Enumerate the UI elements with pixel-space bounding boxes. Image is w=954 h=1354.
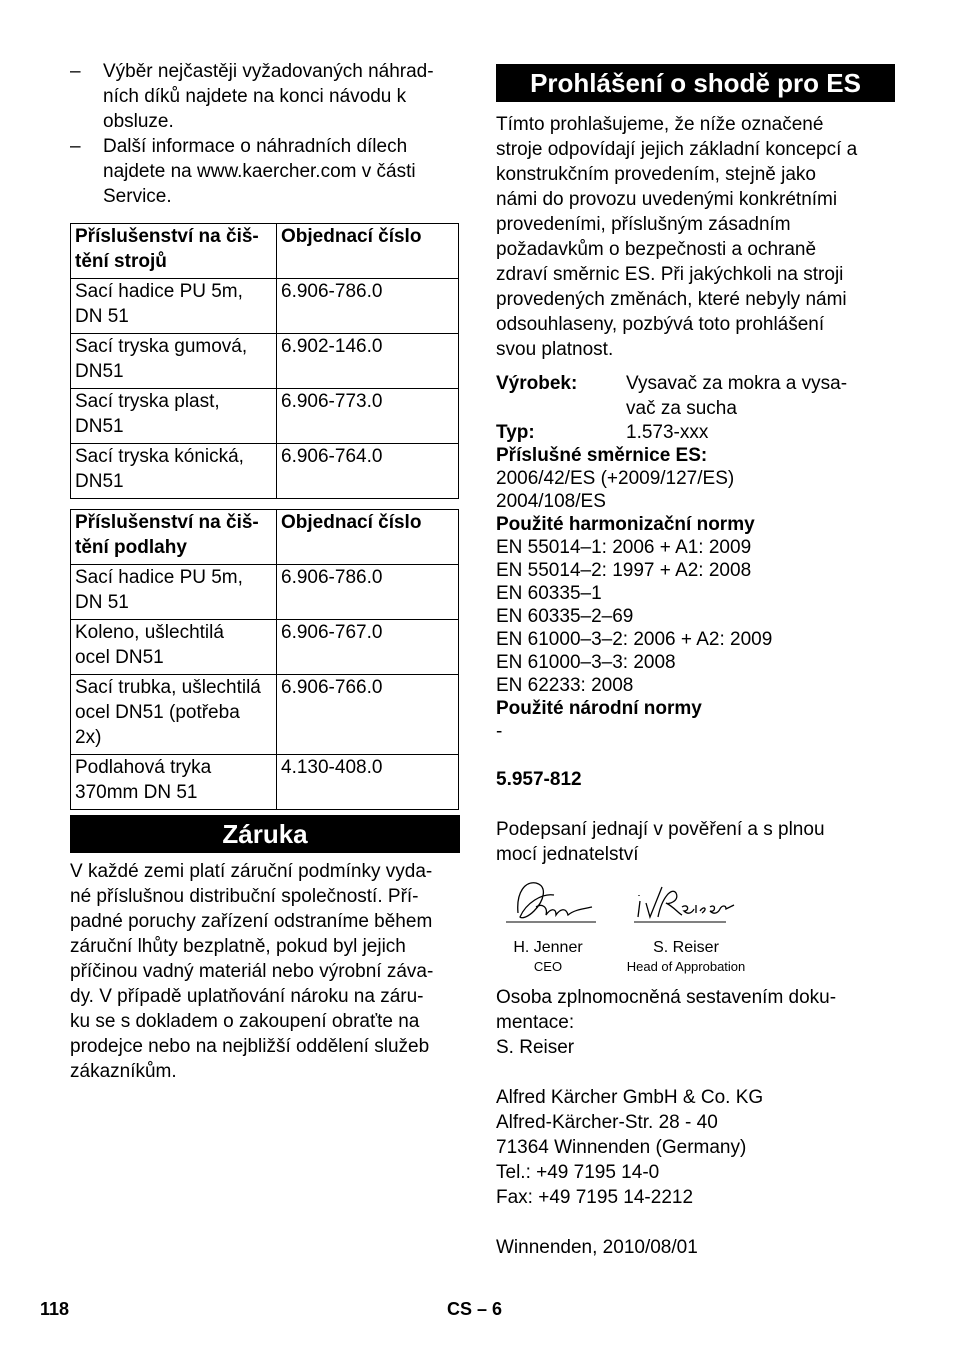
document-number: 5.957-812 xyxy=(496,769,582,790)
signatory-role: CEO xyxy=(533,959,563,974)
declaration-heading: Prohlášení o shodě pro ES xyxy=(496,64,895,102)
bullet-dash: – xyxy=(70,136,81,157)
table-cell: Sací hadice PU 5m, DN 51 xyxy=(71,279,277,334)
bullet-text: Výběr nejčastěji vyžadovaných náhrad- ních díků najdete na konci návodu k obsluze. xyxy=(103,61,434,132)
table-cell: Sací tryska kónická, DN51 xyxy=(71,444,277,499)
directive-item: 2006/42/ES (+2009/127/ES) xyxy=(496,468,735,489)
signature-reiser xyxy=(622,877,750,976)
left-column xyxy=(70,59,460,1084)
type-row xyxy=(496,421,896,444)
table-cell: 6.906-786.0 xyxy=(277,565,459,620)
harmonized-item: EN 62233: 2008 xyxy=(496,675,634,696)
product-row xyxy=(496,371,896,421)
harmonized-item: EN 61000–3–2: 2006 + A2: 2009 xyxy=(496,629,773,650)
table-header-cell: Objednací číslo xyxy=(277,224,459,279)
signatory-name: H. Jenner xyxy=(513,939,583,956)
bullet-text: Další informace o náhradních dílech najdete na www.kaercher.com v části Service. xyxy=(103,136,416,207)
harmonized-item: EN 55014–2: 1997 + A2: 2008 xyxy=(496,560,752,581)
table-header-row xyxy=(71,224,459,279)
language-page-marker: CS – 6 xyxy=(447,1299,503,1319)
table-header-row xyxy=(71,510,459,565)
product-value: Vysavač za mokra a vysa- vač za sucha xyxy=(626,373,848,419)
floor-accessories-table xyxy=(70,509,459,810)
product-label: Výrobek: xyxy=(496,373,578,394)
bullet-dash: – xyxy=(70,61,81,82)
table-cell: Sací tryska gumová, DN51 xyxy=(71,334,277,389)
table-cell: 6.906-766.0 xyxy=(277,675,459,755)
table-cell: 6.906-764.0 xyxy=(277,444,459,499)
signatory-role: Head of Approbation xyxy=(626,959,746,974)
table-cell: Sací tryska plast, DN51 xyxy=(71,389,277,444)
machine-accessories-table xyxy=(70,223,459,499)
directives-label: Příslušné směrnice ES: xyxy=(496,445,708,466)
signed-text: Podepsaní jednají v pověření a s plnou mocí jednatelství xyxy=(496,819,825,865)
table-row xyxy=(71,675,459,755)
bullet-item xyxy=(70,134,460,209)
signatory-name: S. Reiser xyxy=(653,939,719,956)
declaration-intro: Tímto prohlašujeme, že níže označené stroje odpovídají jejich základní koncepcí a konstrukčním provedením, stejně jako námi do provozu uvedenými konkrétními provedeními, příslušným zásadním požadavkům o bezpečnosti a ochraně zdraví směrnic ES. Při jakýchkoli na stroji provedených změnách, které nebyly námi odsouhlaseny, pozbývá toto prohlášení svou platnost. xyxy=(496,114,858,360)
table-cell: Sací hadice PU 5m, DN 51 xyxy=(71,565,277,620)
table-row xyxy=(71,279,459,334)
harmonized-item: EN 61000–3–3: 2008 xyxy=(496,652,676,673)
table-cell: Podlahová tryka 370mm DN 51 xyxy=(71,755,277,810)
table-cell: 6.906-767.0 xyxy=(277,620,459,675)
table-header-cell: Příslušenství na čiš- tění podlahy xyxy=(71,510,277,565)
directive-item: 2004/108/ES xyxy=(496,491,606,512)
table-row xyxy=(71,444,459,499)
warranty-heading: Záruka xyxy=(70,815,460,853)
table-header-cell: Příslušenství na čiš- tění strojů xyxy=(71,224,277,279)
warranty-text: V každé zemi platí záruční podmínky vyda- né příslušnou distribuční společností. Pří- padné poruchy zařízení odstraníme během záruční lhůty bezplatně, pokud byl jejich příčinou vadný materiál nebo výrobní záva- dy. V případě uplatňování nároku na záru- ku se s dokladem o zakoupení obraťte na prodejce nebo na nejbližší oddělení služeb zákazníkům. xyxy=(70,861,434,1082)
harmonized-label: Použité harmonizační normy xyxy=(496,514,755,535)
table-header-cell: Objednací číslo xyxy=(277,510,459,565)
table-cell: 4.130-408.0 xyxy=(277,755,459,810)
table-row xyxy=(71,755,459,810)
table-row xyxy=(71,389,459,444)
signature-jenner xyxy=(496,877,600,976)
harmonized-item: EN 60335–1 xyxy=(496,583,602,604)
company-address: Alfred Kärcher GmbH & Co. KG Alfred-Kärcher-Str. 28 - 40 71364 Winnenden (Germany) Tel.: +49 7195 14-0 Fax: +49 7195 14-2212 xyxy=(496,1087,764,1208)
handwritten-signature-reiser xyxy=(622,877,750,931)
table-row xyxy=(71,620,459,675)
national-value: - xyxy=(496,721,503,742)
table-cell: Koleno, ušlechtilá ocel DN51 xyxy=(71,620,277,675)
table-cell: Sací trubka, ušlechtilá ocel DN51 (potřeba 2x) xyxy=(71,675,277,755)
type-label: Typ: xyxy=(496,422,535,443)
table-cell: 6.906-786.0 xyxy=(277,279,459,334)
right-column xyxy=(496,64,896,1260)
type-value: 1.573-xxx xyxy=(626,422,709,443)
handwritten-signature-jenner xyxy=(496,877,600,931)
authorized-person-text: Osoba zplnomocněná sestavením doku- mentace: S. Reiser xyxy=(496,987,837,1058)
table-cell: 6.902-146.0 xyxy=(277,334,459,389)
page-number: 118 xyxy=(40,1299,70,1319)
signatures xyxy=(496,877,896,977)
place-date: Winnenden, 2010/08/01 xyxy=(496,1237,698,1258)
table-row xyxy=(71,334,459,389)
national-label: Použité národní normy xyxy=(496,698,702,719)
table-cell: 6.906-773.0 xyxy=(277,389,459,444)
bullet-item xyxy=(70,59,460,134)
table-row xyxy=(71,565,459,620)
harmonized-item: EN 60335–2–69 xyxy=(496,606,634,627)
harmonized-item: EN 55014–1: 2006 + A1: 2009 xyxy=(496,537,752,558)
